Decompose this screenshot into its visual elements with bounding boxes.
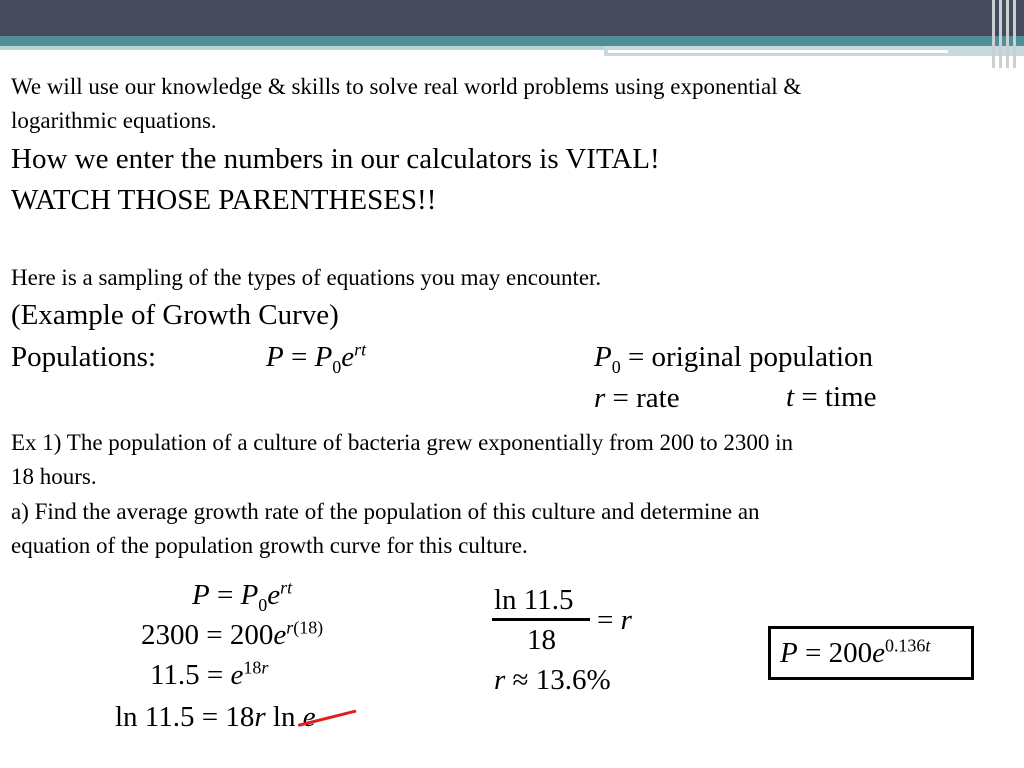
work-step-3: $11.5 = e^{18r}$ — [150, 657, 269, 691]
intro-line-5: Here is a sampling of the types of equations you may encounter. — [11, 265, 602, 290]
example-line-2: 18 hours. — [11, 464, 97, 489]
intro-line-6: (Example of Growth Curve) — [11, 299, 339, 331]
intro-line-1: We will use our knowledge & skills to solve real world problems using exponential & — [11, 74, 802, 99]
fraction-denominator: 18 — [527, 624, 556, 656]
growth-formula: $P = P_0e^{rt}$ — [266, 339, 367, 377]
example-line-1: Ex 1) The population of a culture of bacteria grew exponentially from 200 to 2300 in — [11, 430, 793, 455]
work-step-4: ln 11.5 = 18r ln e — [115, 701, 316, 733]
decorative-bars — [990, 0, 1020, 68]
work-step-2: $2300 = 200e^{r(18)}$ — [141, 617, 324, 651]
example-line-4: equation of the population growth curve for this culture. — [11, 533, 528, 558]
rate-approx: r ≈ 13.6% — [494, 664, 611, 696]
header-bar — [0, 0, 1024, 36]
populations-label: Populations: — [11, 341, 157, 373]
def-p0: $P_0$ = original population — [594, 341, 874, 377]
answer-equation: $P = 200e^{0.136t}$ — [780, 635, 931, 669]
work-step-1: $P = P_0e^{rt}$ — [192, 577, 293, 615]
fraction-numerator: ln 11.5 — [494, 584, 574, 616]
example-line-3: a) Find the average growth rate of the population of this culture and determine an — [11, 499, 760, 524]
header-stripe-white — [608, 50, 948, 53]
fraction-equals-r: = r — [597, 604, 632, 636]
def-time: t = time — [786, 381, 877, 413]
header-stripe-light — [0, 46, 604, 50]
def-rate: r = rate — [594, 382, 680, 414]
intro-line-4: WATCH THOSE PARENTHESES!! — [11, 184, 437, 216]
intro-line-2: logarithmic equations. — [11, 108, 217, 133]
intro-line-3: How we enter the numbers in our calculators is VITAL! — [11, 143, 660, 175]
header-stripe — [0, 36, 1024, 46]
